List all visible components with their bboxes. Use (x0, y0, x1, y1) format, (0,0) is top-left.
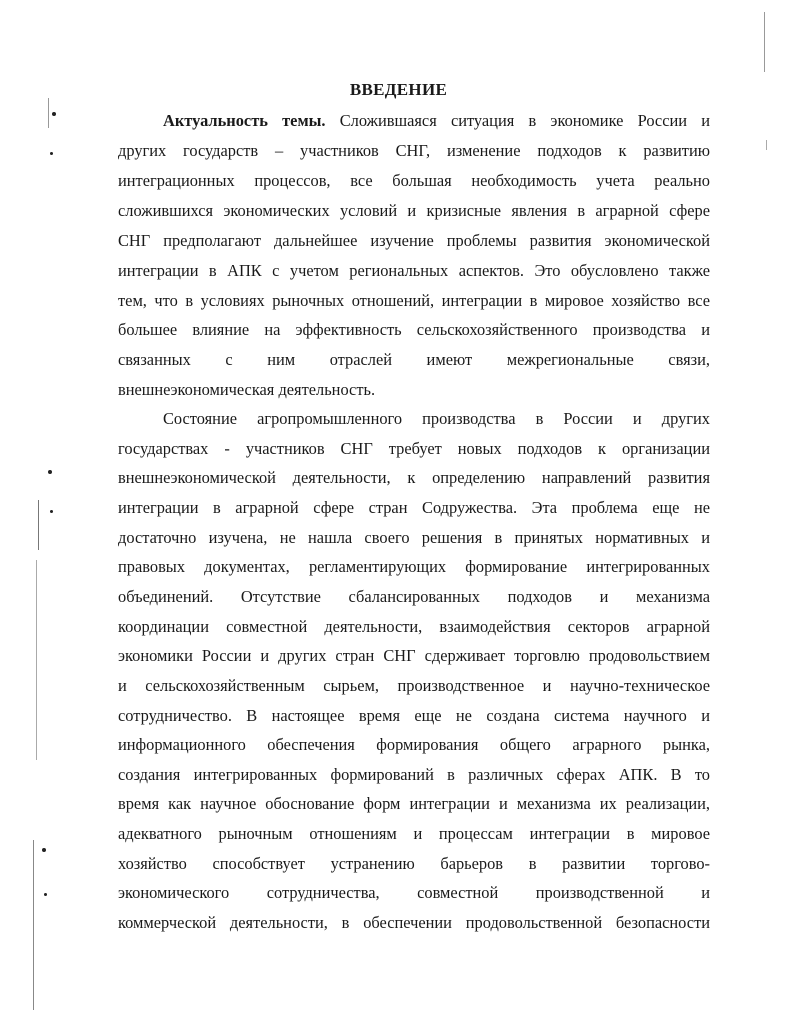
lead-phrase: Актуальность темы. (163, 111, 326, 130)
paragraph-line: хозяйство способствует устранению барьеров в развитии торгово- (118, 854, 710, 873)
paragraph-line: информационного обеспечения формирования общего аграрного рынка, (118, 735, 710, 754)
paragraph-line: Состояние агропромышленного производства в России и других (163, 409, 710, 428)
scan-speck (42, 848, 46, 852)
paragraph-line: экономики России и других стран СНГ сдерживает торговлю продовольствием (118, 646, 710, 665)
paragraph-line: сложившихся экономических условий и кризисные явления в аграрной сфере (118, 201, 710, 220)
paragraph-line: СНГ предполагают дальнейшее изучение проблемы развития экономической (118, 231, 710, 250)
paragraph-line: внешнеэкономической деятельности, к определению направлений развития (118, 468, 710, 487)
scan-speck (52, 112, 56, 116)
paragraph-line: адекватного рыночным отношениям и процессам интеграции в мировое (118, 824, 710, 843)
paragraph-line: сотрудничество. В настоящее время еще не создана система научного и (118, 706, 710, 725)
text-span: Сложившаяся ситуация в экономике России и (339, 111, 710, 130)
paragraph-line: интеграции в АПК с учетом региональных аспектов. Это обусловлено также (118, 261, 710, 280)
paragraph-line: интеграционных процессов, все большая необходимость учета реально (118, 171, 710, 190)
scan-speck (50, 510, 53, 513)
paragraph-line: интеграции в аграрной сфере стран Содружества. Эта проблема еще не (118, 498, 710, 517)
paragraph-line: коммерческой деятельности, в обеспечении продовольственной безопасности (118, 913, 710, 932)
scan-line (48, 98, 49, 128)
paragraph-line: экономического сотрудничества, совместной производственной и (118, 883, 710, 902)
paragraph-line: связанных с ним отраслей имеют межрегиональные связи, (118, 350, 710, 369)
paragraph-line: создания интегрированных формирований в различных сферах АПК. В то (118, 765, 710, 784)
scan-line (764, 12, 765, 72)
paragraph-line: время как научное обоснование форм интеграции и механизма их реализации, (118, 794, 710, 813)
scan-speck (48, 470, 52, 474)
paragraph-line: тем, что в условиях рыночных отношений, интеграции в мировое хозяйство все (118, 291, 710, 310)
scan-line (36, 560, 37, 760)
paragraph-line: достаточно изучена, не нашла своего решения в принятых нормативных и (118, 528, 710, 547)
page-title: ВВЕДЕНИЕ (349, 80, 448, 99)
paragraph-line: большее влияние на эффективность сельскохозяйственного производства и (118, 320, 710, 339)
scan-line (766, 140, 767, 150)
paragraph-line: других государств – участников СНГ, изменение подходов к развитию (118, 141, 710, 160)
paragraph-line: и сельскохозяйственным сырьем, производственное и научно-техническое (118, 676, 710, 695)
paragraph-line: правовых документах, регламентирующих формирование интегрированных (118, 557, 710, 576)
scan-speck (44, 893, 47, 896)
paragraph-line: объединений. Отсутствие сбалансированных подходов и механизма (118, 587, 710, 606)
paragraph-line: координации совместной деятельности, взаимодействия секторов аграрной (118, 617, 710, 636)
paragraph-line: внешнеэкономическая деятельность. (118, 380, 376, 399)
scan-line (33, 840, 34, 1010)
scan-line (38, 500, 39, 550)
scan-speck (50, 152, 53, 155)
paragraph-line (163, 110, 710, 132)
paragraph-line: государствах - участников СНГ требует новых подходов к организации (118, 439, 710, 458)
